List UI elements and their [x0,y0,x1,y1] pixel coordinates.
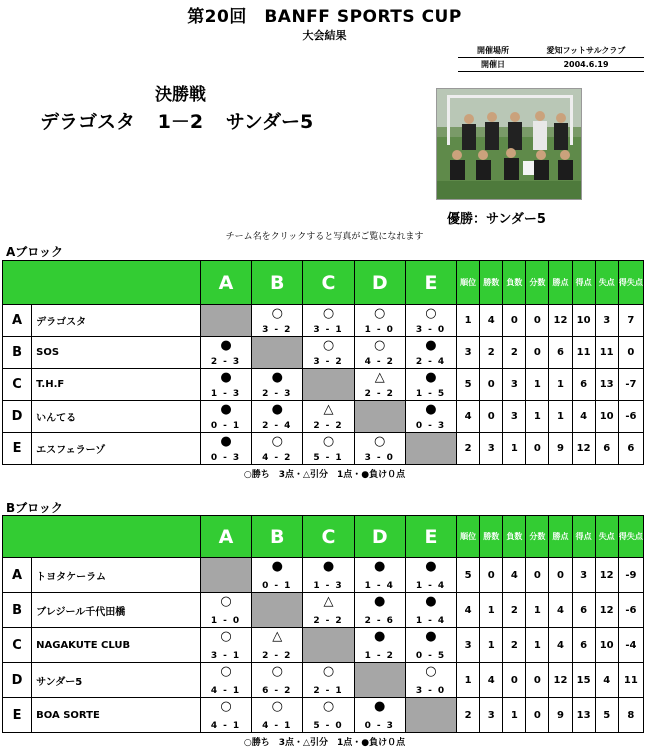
match-result-cell [354,558,405,593]
match-score: 1-4 [364,581,399,591]
match-score: 1-4 [415,581,451,591]
stat-value: 0 [480,558,503,593]
block-a-label: Aブロック [6,245,64,259]
stat-header: 勝点 [549,516,572,558]
match-score: 3-1 [313,325,348,335]
stat-value: 0 [480,369,503,401]
stat-value: 1 [457,305,480,337]
page-title: 第20回 BANFF SPORTS CUP [187,7,462,27]
stat-value: 5 [457,558,480,593]
stat-value: 1 [526,628,549,663]
match-score: 2-4 [262,421,297,431]
row-letter: D [3,663,32,698]
match-score: 0-1 [210,421,246,431]
result-symbol: ● [425,594,437,609]
match-result-cell [252,628,303,663]
table-row [3,593,644,628]
stat-value: 12 [595,558,618,593]
stat-value: 4 [549,628,572,663]
final-score: 1－2 [157,111,204,133]
stat-header: 負数 [503,516,526,558]
stat-header: 失点 [595,261,618,305]
stat-value: 0 [618,337,643,369]
stat-value: 9 [549,698,572,733]
match-score: 1-5 [415,389,451,399]
match-result-cell [354,305,405,337]
match-result-cell [405,628,456,663]
result-symbol: ● [374,594,386,609]
team-name-link[interactable]: デラゴスタ [32,305,201,337]
match-score: 2-2 [313,421,348,431]
row-letter: C [3,369,32,401]
column-header-d: D [354,261,405,305]
venue-row [458,44,644,58]
self-match-cell [303,369,354,401]
match-score: 5-1 [313,453,348,463]
match-result-cell [252,698,303,733]
result-symbol: ○ [220,699,232,714]
stat-value: 3 [457,628,480,663]
match-score: 1-3 [313,581,348,591]
stat-header: 順位 [457,261,480,305]
result-symbol: ● [374,699,386,714]
stat-value: 11 [572,337,595,369]
winner-text: 優勝：サンダー5 [447,212,546,227]
table-row [3,558,644,593]
match-result-cell [200,663,251,698]
stat-value: 8 [618,698,643,733]
table-row [3,433,644,465]
stat-value: 4 [595,663,618,698]
stat-value: 10 [595,628,618,663]
result-symbol: ○ [220,629,232,644]
stat-value: 12 [572,433,595,465]
result-symbol: ○ [220,594,232,609]
table-row [3,369,644,401]
column-header-a: A [200,516,251,558]
result-symbol: ● [271,402,283,417]
table-corner [3,516,201,558]
stat-header: 勝数 [480,516,503,558]
table-row [3,628,644,663]
result-symbol: ● [220,434,232,449]
match-result-cell [354,593,405,628]
row-letter: A [3,558,32,593]
match-score: 1-2 [364,651,399,661]
result-symbol: ● [425,559,437,574]
match-result-cell [405,369,456,401]
stat-value: 1 [526,369,549,401]
stat-value: 2 [457,698,480,733]
match-score: 0-3 [415,421,451,431]
match-score: 1-0 [210,616,246,626]
match-score: 0-3 [210,453,246,463]
stat-value: 1 [549,369,572,401]
result-symbol: ○ [271,664,283,679]
match-result-cell [303,305,354,337]
match-score: 2-6 [364,616,399,626]
stat-value: 2 [503,593,526,628]
stat-value: 0 [480,401,503,433]
match-result-cell [303,433,354,465]
result-symbol: ○ [322,699,335,714]
match-score: 4-1 [210,686,246,696]
team-name-link[interactable]: いんてる [32,401,201,433]
stat-value: 1 [526,401,549,433]
stat-value: 2 [480,337,503,369]
match-score: 1-4 [415,616,451,626]
self-match-cell [303,628,354,663]
stat-value: 13 [572,698,595,733]
match-result-cell [405,337,456,369]
stat-header: 順位 [457,516,480,558]
stat-value: 3 [572,558,595,593]
stat-value: 1 [503,433,526,465]
column-header-d: D [354,516,405,558]
match-result-cell [252,558,303,593]
result-symbol: ○ [322,338,335,353]
match-score: 0-5 [415,651,451,661]
result-symbol: ● [220,370,232,385]
stat-value: 0 [526,433,549,465]
match-score: 5-0 [313,721,348,731]
match-result-cell [303,593,354,628]
team-name-link[interactable]: サンダー5 [32,663,201,698]
photo-hint: チーム名をクリックすると写真がご覧になれます [225,232,424,242]
result-symbol: ○ [425,664,437,679]
self-match-cell [354,401,405,433]
match-score: 4-1 [210,721,246,731]
match-result-cell [252,433,303,465]
stat-value: 4 [480,305,503,337]
date-value: 2004.6.19 [563,60,609,69]
stat-value: 3 [480,698,503,733]
match-result-cell [354,698,405,733]
stat-header: 分数 [526,516,549,558]
stat-value: 6 [595,433,618,465]
match-result-cell [405,558,456,593]
stat-value: 2 [503,337,526,369]
block-b-label: Bブロック [6,501,63,515]
match-result-cell [303,698,354,733]
table-row [3,663,644,698]
stat-header: 勝数 [480,261,503,305]
result-symbol: ○ [220,664,232,679]
stat-value: 9 [549,433,572,465]
result-symbol: ○ [322,434,335,449]
stat-value: 4 [572,401,595,433]
self-match-cell [252,593,303,628]
stat-header: 失点 [595,516,618,558]
stat-value: 15 [572,663,595,698]
stat-header: 分数 [526,261,549,305]
stat-value: 4 [503,558,526,593]
result-symbol: ● [425,370,437,385]
row-letter: B [3,593,32,628]
match-result-cell [303,401,354,433]
result-symbol: ○ [374,306,386,321]
match-result-cell [252,663,303,698]
self-match-cell [405,433,456,465]
stat-value: 3 [457,337,480,369]
column-header-c: C [303,516,354,558]
match-result-cell [200,369,251,401]
match-score: 3-0 [415,686,451,696]
result-symbol: ○ [374,434,386,449]
stat-value: 11 [595,337,618,369]
stat-value: 1 [480,628,503,663]
final-team1: デラゴスタ [40,111,136,133]
stat-value: 0 [526,663,549,698]
table-row [3,401,644,433]
match-result-cell [303,558,354,593]
stat-value: -6 [618,401,643,433]
match-score: 1-0 [364,325,399,335]
match-result-cell [354,337,405,369]
venue-value: 愛知フットサルクラブ [546,46,626,55]
stat-value: 10 [572,305,595,337]
stat-value: 1 [503,698,526,733]
stat-header: 得失点 [618,261,643,305]
match-result-cell [200,433,251,465]
stat-value: 3 [503,369,526,401]
result-symbol: ● [374,559,386,574]
stat-value: 13 [595,369,618,401]
match-result-cell [354,369,405,401]
stat-value: 6 [572,628,595,663]
block-a-legend: ○勝ち 3点・△引分 1点・●負け０点 [243,470,406,480]
team-name-link[interactable]: T.H.F [32,369,201,401]
stat-value: -4 [618,628,643,663]
stat-value: 1 [526,593,549,628]
result-symbol: ● [425,402,437,417]
match-score: 4-2 [364,357,399,367]
match-score: 4-1 [262,721,297,731]
stat-value: 1 [480,593,503,628]
page-subtitle: 大会結果 [302,29,347,42]
stat-value: 0 [549,558,572,593]
match-score: 2-2 [364,389,399,399]
match-score: 3-0 [415,325,451,335]
stat-value: 0 [526,698,549,733]
stat-header: 得失点 [618,516,643,558]
self-match-cell [405,698,456,733]
match-score: 2-4 [415,357,451,367]
column-header-c: C [303,261,354,305]
table-row [3,305,644,337]
match-result-cell [303,337,354,369]
row-letter: A [3,305,32,337]
match-result-cell [200,401,251,433]
column-header-b: B [252,261,303,305]
stat-header: 得点 [572,261,595,305]
stat-value: 7 [618,305,643,337]
stat-value: 0 [526,337,549,369]
result-symbol: ● [322,559,335,574]
match-result-cell [354,433,405,465]
stat-value: 4 [549,593,572,628]
team-photo[interactable] [436,88,582,200]
event-info [458,44,644,72]
match-score: 3-0 [364,453,399,463]
match-score: 3-2 [313,357,348,367]
result-symbol: △ [323,594,334,609]
stat-value: 3 [503,401,526,433]
match-score: 2-1 [313,686,348,696]
match-score: 3-2 [262,325,297,335]
team-photo-image [437,89,582,200]
stat-value: 6 [549,337,572,369]
team-name-link[interactable]: エスフェラーゾ [32,433,201,465]
stat-value: 12 [549,305,572,337]
stat-value: 11 [618,663,643,698]
final-team2: サンダー5 [225,111,314,133]
table-row [3,698,644,733]
stat-header: 負数 [503,261,526,305]
stat-value: 2 [457,433,480,465]
match-score: 3-1 [210,651,246,661]
team-name-link[interactable]: SOS [32,337,201,369]
match-score: 0-1 [262,581,297,591]
stat-value: 12 [595,593,618,628]
result-symbol: ○ [271,306,283,321]
match-result-cell [252,305,303,337]
match-score: 6-2 [262,686,297,696]
stat-value: -6 [618,593,643,628]
row-letter: E [3,433,32,465]
stat-value: 0 [526,305,549,337]
match-score: 2-2 [313,616,348,626]
row-letter: D [3,401,32,433]
result-symbol: ○ [322,306,335,321]
team-name-link[interactable]: ブレジール千代田橋 [32,593,201,628]
match-score: 1-3 [210,389,246,399]
row-letter: C [3,628,32,663]
stat-value: 4 [457,401,480,433]
match-result-cell [200,698,251,733]
block-b-legend: ○勝ち 3点・△引分 1点・●負け０点 [243,738,406,747]
team-name-link[interactable]: トヨタケーラム [32,558,201,593]
stat-value: -7 [618,369,643,401]
stat-value: 1 [549,401,572,433]
result-symbol: △ [272,629,283,644]
result-symbol: ● [425,338,437,353]
result-symbol: ○ [374,338,386,353]
table-row [3,337,644,369]
match-result-cell [200,628,251,663]
result-symbol: ○ [322,664,335,679]
stat-value: 0 [503,663,526,698]
self-match-cell [354,663,405,698]
column-header-b: B [252,516,303,558]
match-result-cell [405,593,456,628]
stat-value: 1 [457,663,480,698]
stat-value: 6 [572,593,595,628]
block-b-table [2,515,644,733]
block-a-table [2,260,644,465]
stat-value: 5 [457,369,480,401]
date-row [458,58,644,72]
team-name-link[interactable]: NAGAKUTE CLUB [32,628,201,663]
column-header-e: E [405,516,456,558]
result-symbol: ○ [425,306,437,321]
stat-value: 5 [595,698,618,733]
self-match-cell [200,305,251,337]
stat-value: 2 [503,628,526,663]
stat-value: 12 [549,663,572,698]
match-result-cell [200,593,251,628]
match-result-cell [252,369,303,401]
match-score: 2-3 [210,357,246,367]
result-symbol: ● [220,338,232,353]
match-result-cell [405,663,456,698]
stat-value: 3 [480,433,503,465]
result-symbol: ● [374,629,386,644]
stat-value: 10 [595,401,618,433]
table-corner [3,261,201,305]
match-result-cell [303,663,354,698]
result-symbol: △ [323,402,334,417]
final-label: 決勝戦 [155,85,206,105]
match-score: 0-3 [364,721,399,731]
result-symbol: ● [271,370,283,385]
row-letter: B [3,337,32,369]
match-score: 4-2 [262,453,297,463]
stat-header: 得点 [572,516,595,558]
venue-label: 開催場所 [477,46,509,55]
match-result-cell [354,628,405,663]
stat-header: 勝点 [549,261,572,305]
stat-value: 6 [618,433,643,465]
stat-value: 0 [503,305,526,337]
stat-value: 4 [457,593,480,628]
self-match-cell [200,558,251,593]
self-match-cell [252,337,303,369]
stat-value: 0 [526,558,549,593]
match-result-cell [252,401,303,433]
final-result [40,107,327,134]
result-symbol: ○ [271,699,283,714]
result-symbol: △ [374,370,385,385]
match-result-cell [405,401,456,433]
match-score: 2-2 [262,651,297,661]
stat-value: 6 [572,369,595,401]
stat-value: 4 [480,663,503,698]
team-name-link[interactable]: BOA SORTE [32,698,201,733]
match-result-cell [200,337,251,369]
column-header-a: A [200,261,251,305]
match-result-cell [405,305,456,337]
result-symbol: ● [271,559,283,574]
result-symbol: ● [220,402,232,417]
date-label: 開催日 [481,60,505,69]
result-symbol: ○ [271,434,283,449]
stat-value: 3 [595,305,618,337]
result-symbol: ● [425,629,437,644]
row-letter: E [3,698,32,733]
stat-value: -9 [618,558,643,593]
match-score: 2-3 [262,389,297,399]
column-header-e: E [405,261,456,305]
